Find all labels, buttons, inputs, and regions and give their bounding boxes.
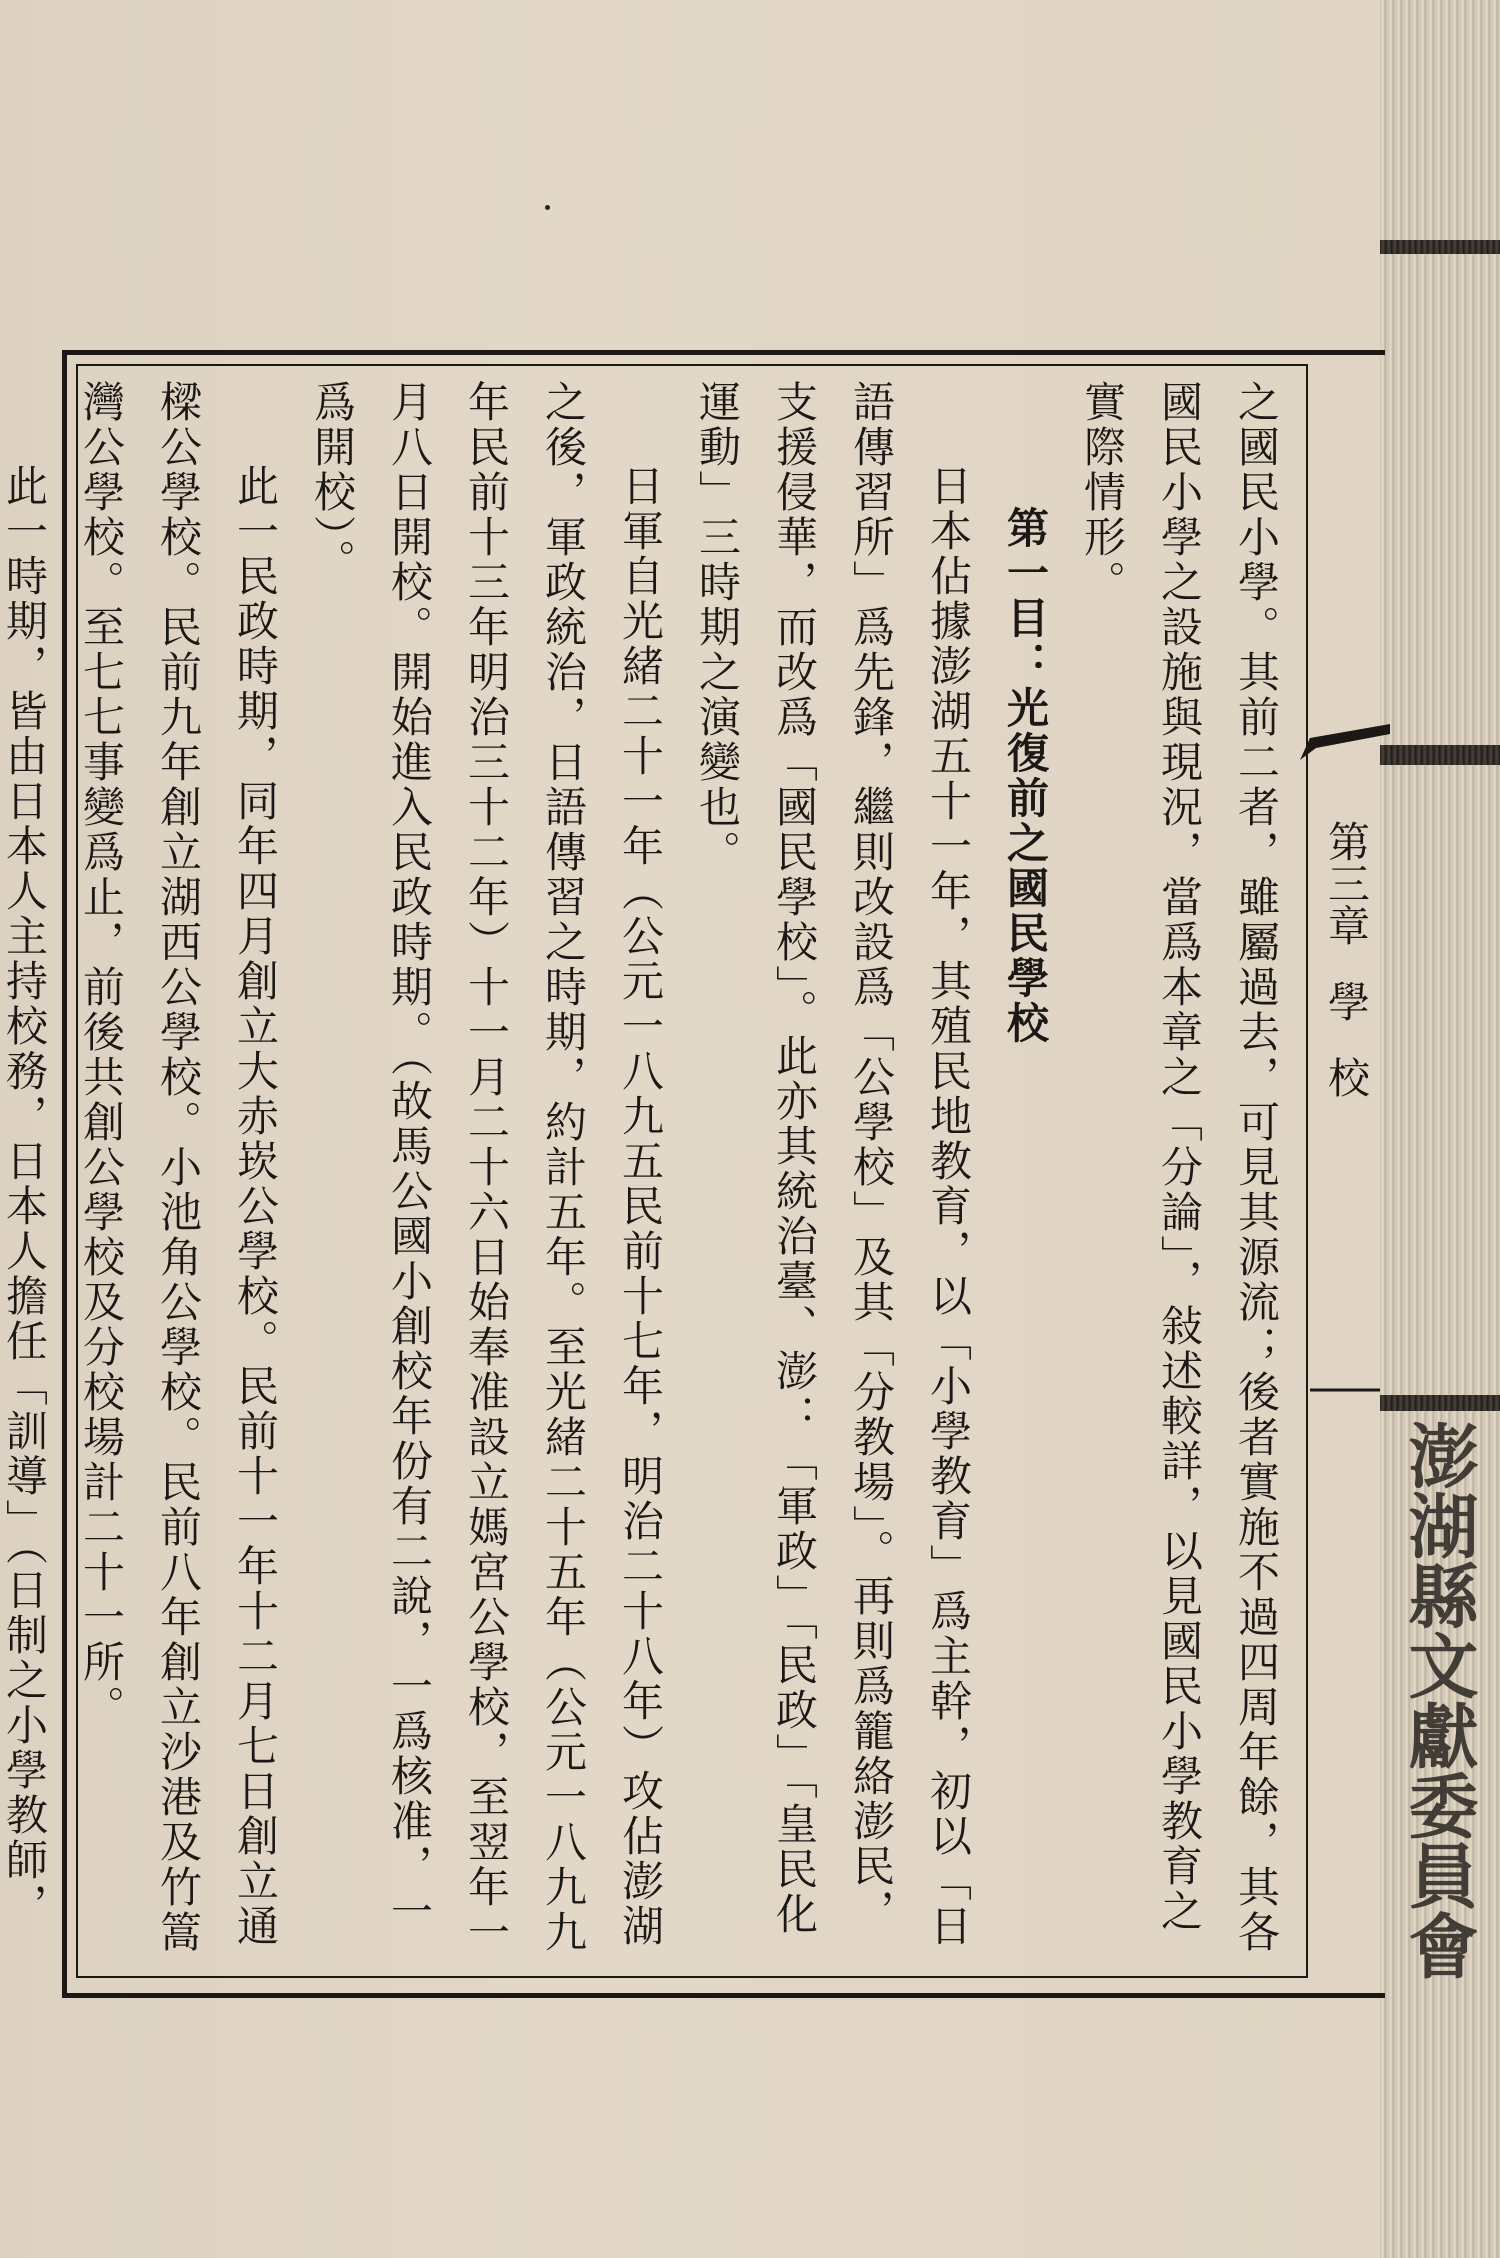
paragraph: 此一民政時期，同年四月創立大赤崁公學校。民前十一年十二月七日創立通樑公學校。民前九年創立湖西公學校。小池角公學校。民前八年創立沙港及竹篙灣公學校。至七七事變爲止，前後共創公學校及分校場計二十一所。 — [77, 380, 280, 1955]
running-head-chapter: 第三章 — [1322, 820, 1371, 946]
page-edge-band — [1380, 240, 1500, 254]
running-head-rule — [1310, 1386, 1380, 1394]
paragraph-continuation: 之國民小學。其前二者，雖屬過去，可見其源流；後者實施不過四周年餘，其各國民小學之設施與現況，當爲本章之「分論」，敍述較詳，以見國民小學教育之實際情形。 — [1078, 380, 1281, 1955]
tab-mark — [1300, 720, 1390, 760]
running-head-separator — [1306, 364, 1308, 1976]
paragraph: 此一時期，皆由日本人主持校務，日本人擔任「訓導」（日制之小學教師， — [0, 464, 49, 1928]
running-head-title-1: 學 — [1322, 980, 1371, 1022]
running-head-title-2: 校 — [1322, 1056, 1371, 1098]
speck — [545, 205, 550, 210]
section-heading: 第一目：光復前之國民學校 — [1001, 506, 1050, 1046]
page-edge-band — [1380, 1395, 1500, 1411]
paragraph: 日軍自光緒二十一年（公元一八九五民前十七年，明治二十八年）攻佔澎湖之後，軍政統治，日語傳習之時期，約計五年。至光緒二十五年（公元一八九九年民前十三年明治三十二年）十一月二十六日始奉准設立媽宮公學校，至翌年一月八日開校。開始進入民政時期。（故馬公國小創校年份有二說，一爲核准，一爲開校）。 — [308, 380, 665, 1955]
body-text — [0, 380, 1295, 1960]
page-edge-band — [1380, 745, 1500, 765]
paragraph: 日本佔據澎湖五十一年，其殖民地教育，以「小學教育」爲主幹，初以「日語傳習所」爲先鋒，繼則改設爲「公學校」及其「分教場」。再則爲籠絡澎民，支援侵華，而改爲「國民學校」。此亦其統治臺、澎：「軍政」「民政」「皇民化運動」三時期之演變也。 — [693, 380, 973, 1949]
edge-title: 澎湖縣文獻委員會 — [1397, 1420, 1480, 1980]
running-head — [1316, 820, 1376, 1340]
